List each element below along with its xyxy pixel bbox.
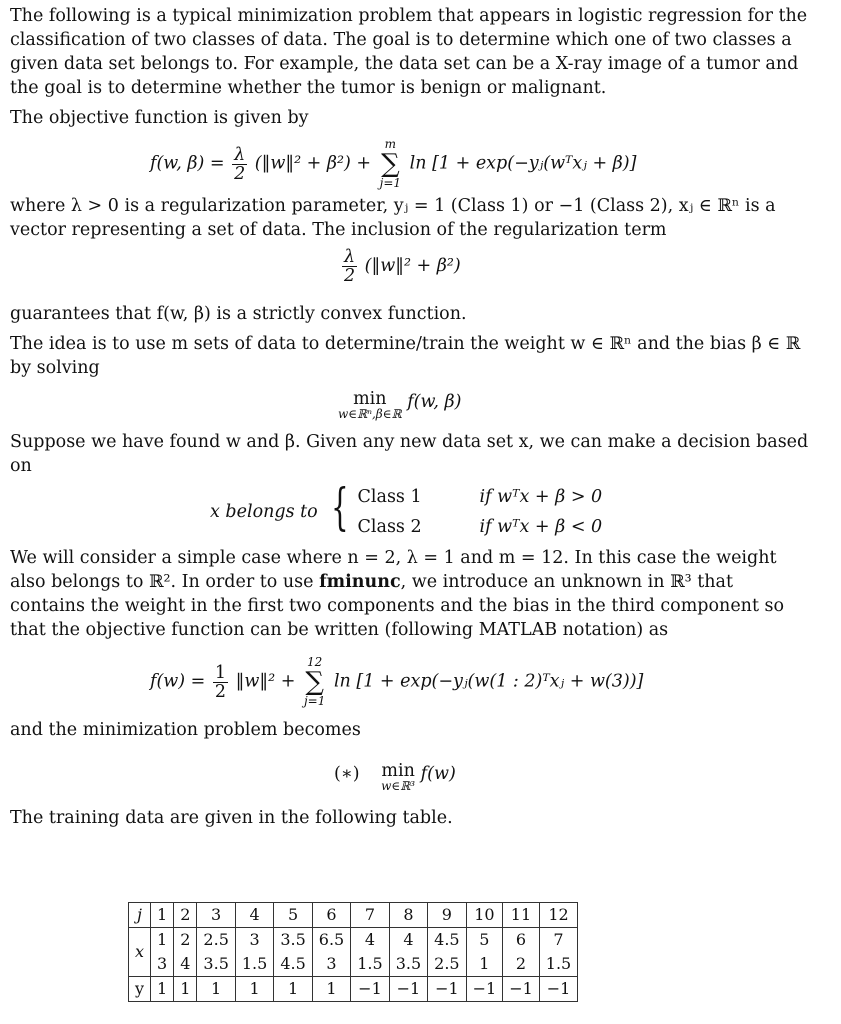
row-label-j: j [129, 903, 151, 928]
table-cell: 1 [151, 928, 174, 953]
table-cell: 1 [151, 903, 174, 928]
table-cell: 5 [466, 928, 503, 953]
reg-body: (‖w‖² + β²) [364, 256, 461, 276]
table-cell: 1 [174, 977, 197, 1002]
table-row-x1 [129, 928, 578, 953]
intro-paragraph: The following is a typical minimization problem that appears in logistic regression for the classification of two classes of data. The goal is to determine which one of two classes a given data set belongs to. For example, the data set can be a X-ray image of a tumor and the goal is to determine whether the tumor is benign or malignant. [10, 6, 808, 98]
min-operator [338, 390, 402, 420]
fw-equation [10, 642, 810, 718]
objective-sum: m ∑ j=1 [379, 137, 402, 190]
convex-paragraph: guarantees that f(w, β) is a strictly convex function. [10, 304, 467, 324]
table-row-x2 [129, 952, 578, 977]
table-cell: 3.5 [389, 952, 427, 977]
table-cell: 9 [428, 903, 466, 928]
min-subscript: w∈ℝⁿ,β∈ℝ [338, 407, 402, 421]
table-cell: 4.5 [274, 952, 312, 977]
fw-frac-num: 1 [214, 662, 227, 683]
table-cell: 1.5 [539, 952, 577, 977]
table-cell: 3 [312, 952, 350, 977]
fw-sum-upper: 12 [307, 655, 323, 669]
table-row-j [129, 903, 578, 928]
fw-reg: ‖w‖² + [235, 671, 296, 692]
fminunc-keyword: fminunc [319, 572, 401, 592]
table-cell: −1 [351, 977, 389, 1002]
decision-rule [10, 478, 810, 546]
document-page [10, 4, 810, 830]
table-cell: 3.5 [274, 928, 312, 953]
table-cell: 12 [539, 903, 577, 928]
table-cell: 1.5 [235, 952, 273, 977]
table-cell: 1 [274, 977, 312, 1002]
min-body: f(w, β) [407, 392, 462, 412]
table-cell: 10 [466, 903, 503, 928]
decision-paragraph: Suppose we have found w and β. Given any new data set x, we can make a decision based on [10, 432, 809, 476]
star-min-operator [381, 762, 415, 792]
table-cell: 4 [235, 903, 273, 928]
table-cell: −1 [389, 977, 427, 1002]
table-cell: 6 [312, 903, 350, 928]
objective-reg: (‖w‖² + β²) + [254, 153, 372, 174]
table-cell: 11 [503, 903, 540, 928]
simple-case-text-1: We will consider a simple case where n = 2, λ = 1 and m = 12. In this case the weight also belongs to ℝ². In order to use [10, 548, 777, 592]
star-min-body: f(w) [420, 764, 456, 784]
reg-frac-num: λ [344, 247, 356, 267]
simple-case-paragraph [10, 546, 810, 642]
regularization-term [10, 242, 810, 302]
objective-intro: The objective function is given by [10, 108, 309, 128]
star-min-label: min [381, 761, 415, 781]
table-cell: 4 [389, 928, 427, 953]
table-cell: 7 [539, 928, 577, 953]
table-cell: 1 [466, 952, 503, 977]
table-cell: 5 [274, 903, 312, 928]
fw-sum: 12 ∑ j=1 [303, 655, 326, 708]
fw-frac [213, 664, 228, 701]
table-cell: −1 [503, 977, 540, 1002]
table-cell: 2 [503, 952, 540, 977]
idea-paragraph: The idea is to use m sets of data to determine/train the weight w ∈ ℝⁿ and the bias β ∈ ℝ by solving [10, 334, 801, 378]
table-cell: 4 [174, 952, 197, 977]
objective-sum-lower: j=1 [379, 176, 402, 190]
star-min-subscript: w∈ℝ³ [381, 779, 416, 793]
table-cell: 3.5 [197, 952, 235, 977]
min-problem [10, 380, 810, 430]
table-cell: 1 [151, 977, 174, 1002]
case1-label: Class 1 [357, 487, 422, 507]
table-cell: 4 [351, 928, 389, 953]
case2-label: Class 2 [357, 517, 422, 537]
table-cell: 3 [235, 928, 273, 953]
table-cell: 7 [351, 903, 389, 928]
table-cell: 1.5 [351, 952, 389, 977]
table-cell: 4.5 [428, 928, 466, 953]
simple-case-text-2: , we introduce an unknown in ℝ³ that contains the weight in the first two components and the bias in the third component so that the objective function can be written (following MATLAB notation) as [10, 572, 785, 640]
training-data-table [128, 902, 578, 1002]
objective-frac-den: 2 [234, 163, 246, 184]
objective-frac [232, 146, 247, 183]
table-cell: 2 [174, 903, 197, 928]
where-paragraph: where λ > 0 is a regularization parameter, yⱼ = 1 (Class 1) or −1 (Class 2), xⱼ ∈ ℝⁿ is a vector representing a set of data. The inclusion of the regularization term [10, 196, 776, 240]
objective-sum-upper: m [384, 137, 397, 151]
table-cell: 3 [151, 952, 174, 977]
star-problem [10, 742, 810, 806]
table-cell: 2.5 [197, 928, 235, 953]
row-label-x: x [129, 928, 151, 977]
table-cell: 2 [174, 928, 197, 953]
fw-term: ln [1 + exp(−yⱼ(w(1 : 2)ᵀxⱼ + w(3))] [333, 671, 644, 692]
table-cell: 3 [197, 903, 235, 928]
fw-frac-den: 2 [214, 681, 227, 702]
table-cell: 8 [389, 903, 427, 928]
objective-equation [10, 130, 810, 194]
table-cell: 6 [503, 928, 540, 953]
table-cell: −1 [428, 977, 466, 1002]
table-cell: 6.5 [312, 928, 350, 953]
table-cell: 2.5 [428, 952, 466, 977]
reg-frac [342, 248, 357, 285]
table-cell: 1 [197, 977, 235, 1002]
table-cell: 1 [235, 977, 273, 1002]
objective-lhs: f(w, β) = [150, 153, 225, 174]
decision-lhs: x belongs to [210, 502, 318, 522]
min-label: min [353, 389, 387, 409]
table-cell: −1 [539, 977, 577, 1002]
reg-frac-den: 2 [343, 266, 356, 286]
table-cell: 1 [312, 977, 350, 1002]
case1-condition: if wᵀx + β > 0 [479, 487, 603, 507]
table-cell: −1 [466, 977, 503, 1002]
and-min-paragraph: and the minimization problem becomes [10, 720, 361, 740]
star-tag: (∗) [334, 764, 360, 784]
objective-term: ln [1 + exp(−yⱼ(wᵀxⱼ + β)] [409, 153, 637, 174]
row-label-y: y [129, 977, 151, 1002]
case2-condition: if wᵀx + β < 0 [479, 517, 603, 537]
fw-sum-lower: j=1 [303, 694, 326, 708]
decision-cases: { Class 1 if wᵀx + β > 0 Class 2 if wᵀx + β < 0 [324, 482, 602, 542]
objective-frac-num: λ [234, 144, 246, 165]
fw-lhs: f(w) = [150, 671, 206, 692]
table-row-y [129, 977, 578, 1002]
table-intro: The training data are given in the following table. [10, 808, 453, 828]
